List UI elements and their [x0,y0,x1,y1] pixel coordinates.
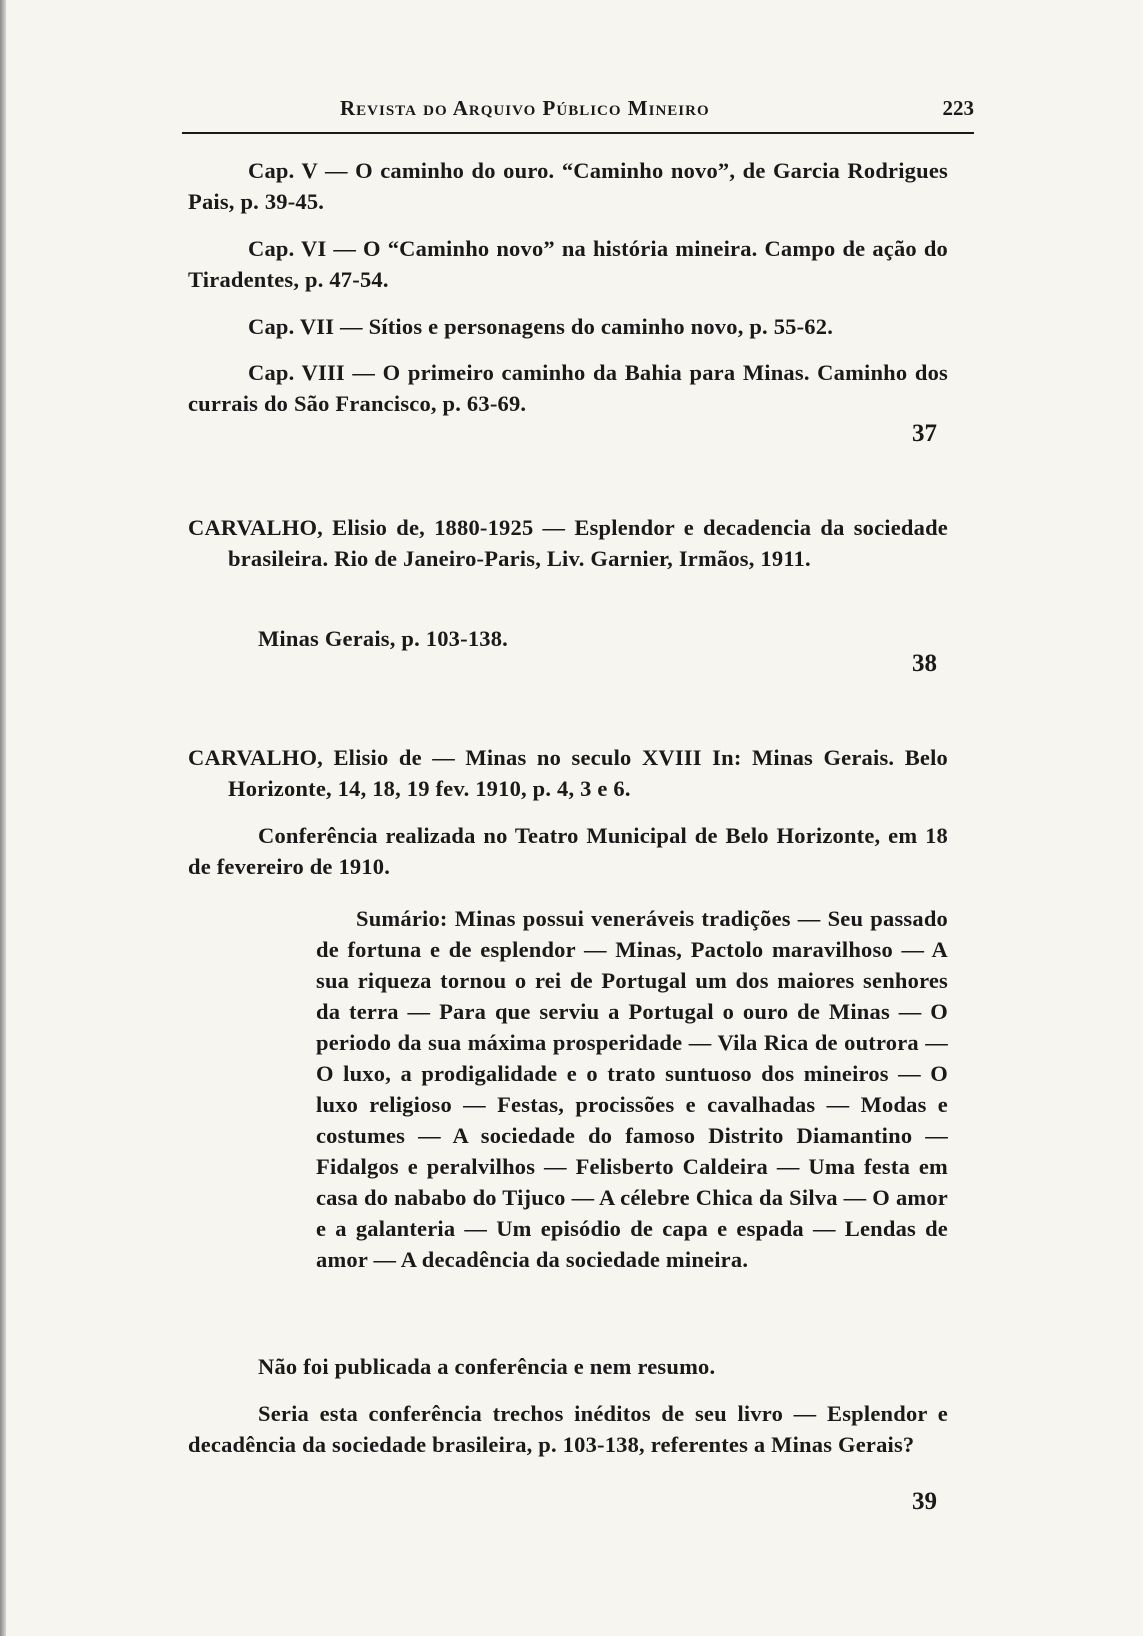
entry-38-note: Minas Gerais, p. 103-138. [258,626,508,651]
chapter-8: Cap. VIII — O primeiro caminho da Bahia para Minas. Caminho dos currais do São Francisco, p. 63-69. [188,360,948,416]
entry-38-citation: CARVALHO, Elisio de, 1880-1925 — Esplendor e decadencia da sociedade brasileira. Rio de Janeiro-Paris, Liv. Garnier, Irmãos, 1911. [188,515,948,571]
entry-39-summary: Sumário: Minas possui veneráveis tradições — Seu passado de fortuna e de esplendor — Minas, Pactolo maravilhoso — A sua riqueza tornou o rei de Portugal um dos maiores senhores da terra — Para que serviu a Portugal o ouro de Minas — O periodo da sua máxima prosperidade — Vila Rica de outrora — O luxo, a prodigalidade e o trato suntuoso dos mineiros — O luxo religioso — Festas, procissões e cavalhadas — Modas e costumes — A sociedade do famoso Distrito Diamantino — Fidalgos e peralvilhos — Felisberto Caldeira — Uma festa em casa do nababo do Tijuco — A célebre Chica da Silva — O amor e a galanteria — Um episódio de capa e espada — Lendas de amor — A decadência da sociedade mineira. [316,906,948,1272]
entry-39-remark-unpublished: Não foi publicada a conferência e nem resumo. [258,1354,716,1379]
entry-39-note: Conferência realizada no Teatro Municipal de Belo Horizonte, em 18 de fevereiro de 1910. [188,823,948,879]
chapter-6: Cap. VI — O “Caminho novo” na história mineira. Campo de ação do Tiradentes, p. 47-54. [188,236,948,292]
entry-number-39: 39 [912,1488,937,1515]
page-edge-shadow [0,0,6,1636]
entry-number-37: 37 [912,420,937,447]
header-rule [182,132,974,134]
chapter-7: Cap. VII — Sítios e personagens do caminho novo, p. 55-62. [248,314,834,339]
entry-39-citation: CARVALHO, Elisio de — Minas no seculo XVIII In: Minas Gerais. Belo Horizonte, 14, 18, 19 fev. 1910, p. 4, 3 e 6. [188,745,948,801]
page-number: 223 [942,96,974,120]
entry-39-remark-question: Seria esta conferência trechos inéditos de seu livro — Esplendor e decadência da sociedade brasileira, p. 103-138, referentes a Minas Gerais? [188,1401,948,1457]
running-head [180,90,980,130]
entry-number-38: 38 [912,650,937,677]
chapter-5: Cap. V — O caminho do ouro. “Caminho novo”, de Garcia Rodrigues Pais, p. 39-45. [188,158,948,214]
journal-title: Revista do Arquivo Público Mineiro [340,96,710,120]
